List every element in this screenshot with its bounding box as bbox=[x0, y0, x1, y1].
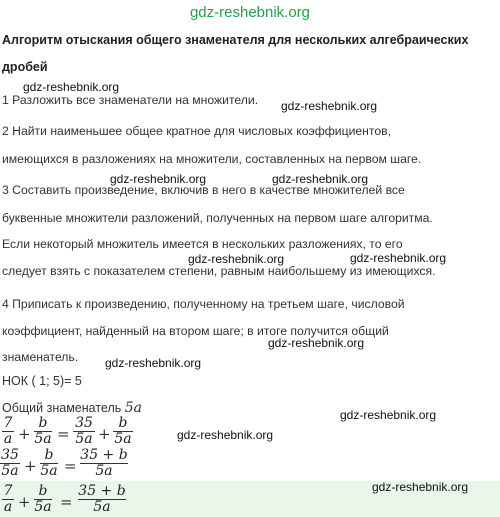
step-3-line-2: буквенные множители разложений, полученных на первом шаге алгоритма. bbox=[2, 211, 433, 225]
step-4-line-2: коэффициент, найденный на втором шаге; в итоге получится общий bbox=[2, 324, 389, 338]
watermark: gdz-reshebnik.org bbox=[110, 172, 207, 186]
watermark: gdz-reshebnik.org bbox=[23, 80, 120, 94]
step-2-line-2: имеющихся в разложениях на множители, составленных на первом шаге. bbox=[2, 152, 422, 166]
eq3-equals: = bbox=[60, 493, 73, 511]
watermark: gdz-reshebnik.org bbox=[105, 356, 202, 370]
watermark: gdz-reshebnik.org bbox=[272, 172, 369, 186]
common-denominator-label: Общий знаменатель bbox=[2, 401, 122, 415]
eq2-equals: = bbox=[64, 457, 77, 475]
step-3-line-4: следует взять с показателем степени, равным наибольшему из имеющихся. bbox=[2, 264, 436, 278]
eq1-fraction-1: 7 a bbox=[3, 415, 13, 447]
eq1-plus: + bbox=[18, 425, 31, 443]
title-line-1: Алгоритм отыскания общего знаменателя для нескольких алгебраических bbox=[2, 33, 469, 47]
eq2-fraction-2: b 5a bbox=[40, 447, 58, 479]
eq2-fraction-3: 35 + b 5a bbox=[80, 447, 128, 479]
common-denominator-value: 5a bbox=[124, 400, 142, 416]
eq1-plus-2: + bbox=[98, 425, 111, 443]
watermark: gdz-reshebnik.org bbox=[372, 480, 469, 494]
watermark: gdz-reshebnik.org bbox=[281, 99, 378, 113]
title-line-2: дробей bbox=[2, 60, 48, 74]
eq1-fraction-2: b 5a bbox=[34, 415, 52, 447]
nok-result: НОК ( 1; 5)= 5 bbox=[2, 374, 82, 388]
common-denominator bbox=[2, 400, 142, 416]
eq2-fraction-1: 35 5a bbox=[1, 447, 19, 479]
site-header[interactable]: gdz-reshebnik.org bbox=[189, 4, 311, 21]
eq1-equals: = bbox=[57, 425, 70, 443]
watermark: gdz-reshebnik.org bbox=[268, 336, 365, 350]
eq3-plus: + bbox=[18, 493, 31, 511]
watermark: gdz-reshebnik.org bbox=[340, 408, 437, 422]
step-3-line-1: 3 Составить произведение, включив в него в качестве множителей все bbox=[2, 183, 405, 197]
step-4-line-1: 4 Приписать к произведению, полученному на третьем шаге, числовой bbox=[2, 297, 405, 311]
eq1-fraction-3: 35 5a bbox=[73, 416, 95, 447]
eq3-fraction-1: 7 a bbox=[3, 483, 13, 515]
step-3-line-3: Если некоторый множитель имеется в нескольких разложениях, то его bbox=[2, 237, 403, 251]
watermark: gdz-reshebnik.org bbox=[177, 428, 274, 442]
watermark: gdz-reshebnik.org bbox=[350, 251, 447, 265]
step-4-line-3: знаменатель. bbox=[2, 350, 79, 364]
step-1: 1 Разложить все знаменатели на множители. bbox=[2, 93, 259, 107]
eq3-fraction-2: b 5a bbox=[34, 483, 52, 515]
step-2-line-1: 2 Найти наименьшее общее кратное для числовых коэффициентов, bbox=[2, 124, 391, 138]
watermark: gdz-reshebnik.org bbox=[188, 252, 285, 266]
eq1-fraction-4: b 5a bbox=[114, 415, 132, 447]
eq2-plus: + bbox=[24, 457, 37, 475]
eq3-fraction-3: 35 + b 5a bbox=[78, 483, 126, 515]
